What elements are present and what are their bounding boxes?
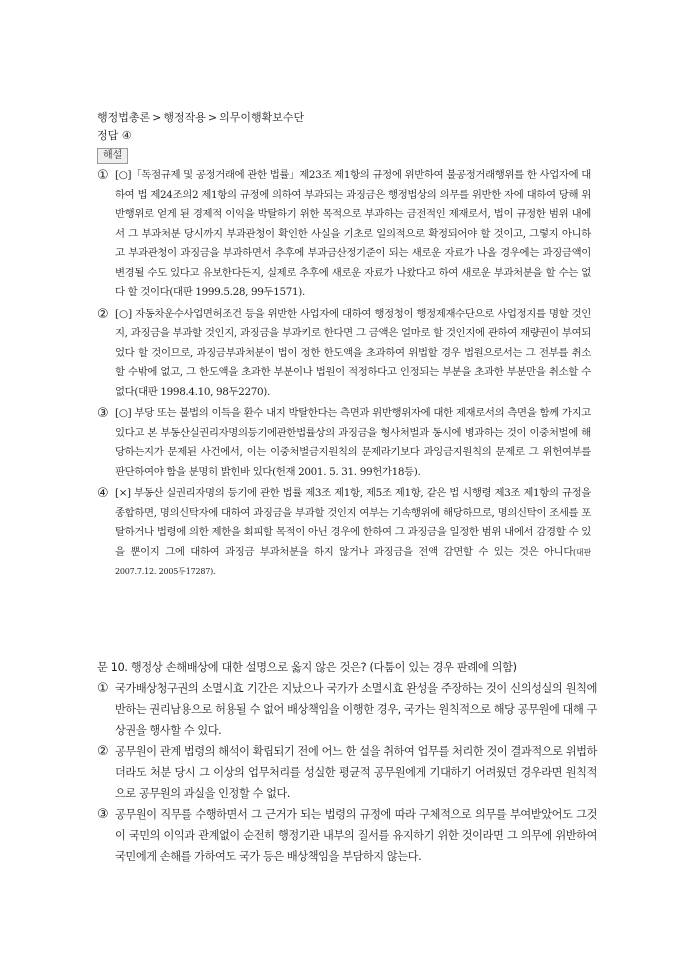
answer-label: 정답 ④: [97, 129, 132, 142]
option-text: 공무원이 직무를 수행하면서 그 근거가 되는 법령의 규정에 따라 구체적으로 의무를 부여받았어도 그것이 국민의 이익과 관계없이 순전히 행정기관 내부의 질서를 유지하기 위한 것이라면 그 의무에 위반하여 국민에게 손해를 가하여도 국가 등은 배상책임을 부담하지 않는다.: [115, 808, 597, 863]
option-text: 국가배상청구권의 소멸시효 기간은 지났으나 국가가 소멸시효 완성을 주장하는 것이 신의성실의 원칙에 반하는 권리남용으로 허용될 수 없어 배상책임을 이행한 경우, 국가는 원칙적으로 해당 공무원에 대해 구상권을 행사할 수 있다.: [115, 682, 597, 737]
breadcrumb: [97, 111, 597, 125]
item-number: ①: [97, 168, 109, 183]
breadcrumb-item[interactable]: 행정작용: [163, 111, 206, 124]
option-text: 공무원이 관계 법령의 해석이 확립되기 전에 어느 한 설을 취하여 업무를 처리한 것이 결과적으로 위법하더라도 처분 당시 그 이상의 업무처리를 성실한 평균적 공무원에게 기대하기 어려웠던 경우라면 원칙적으로 공무원의 과실을 인정할 수 없다.: [115, 745, 597, 800]
item-number: ④: [97, 486, 109, 501]
breadcrumb-item[interactable]: 행정법총론: [97, 111, 151, 124]
item-body: [○] 부당 또는 불법의 이득을 환수 내지 박탈한다는 측면과 위반행위자에 대한 제재로서의 측면을 함께 가지고 있다고 본 부동산실권리자명의등기에관한법률상의 과징금을 형사처벌과 동시에 병과하는 것이 이중처벌에 해당하는지가 문제된 사건에서, 이는 이중처벌금지원칙의 문제라기보다 과잉금지원칙의 문제로 그 위헌여부를 판단하여야 함을 분명히 밝힌바 있다(헌재 2001. 5. 31. 99헌가18등).: [115, 407, 591, 478]
explanation-list: [97, 166, 591, 584]
option-number: ③: [97, 807, 109, 822]
question-option: [97, 804, 597, 867]
breadcrumb-separator: >: [152, 111, 162, 124]
explanation-item: [97, 484, 591, 582]
option-number: ②: [97, 744, 109, 759]
item-text: [115, 404, 591, 482]
explanation-item: [97, 166, 591, 303]
option-number: ①: [97, 681, 109, 696]
question-option: [97, 678, 597, 741]
question-option: [97, 741, 597, 804]
question-title: 문 10. 행정상 손해배상에 대한 설명으로 옳지 않은 것은? (다툼이 있는 경우 판례에 의함): [97, 661, 517, 674]
breadcrumb-item[interactable]: 의무이행확보수단: [219, 111, 305, 124]
breadcrumb-separator: >: [207, 111, 218, 124]
explanation-item: [97, 404, 591, 482]
explanation-item: [97, 305, 591, 403]
item-body: [○]「독점규제 및 공정거래에 관한 법률」제23조 제1항의 규정에 위반하여 불공정거래행위를 한 사업자에 대하여 법 제24조의2 제1항의 규정에 의하여 부과되는 과징금은 행정법상의 의무를 위반한 자에 대하여 당해 위반행위로 얻게 된 경제적 이익을 박탈하기 위한 목적으로 부과하는 금전적인 제재로서, 법이 규정한 범위 내에서 그 부과처분 당시까지 부과관청이 확인한 사실을 기초로 일의적으로 확정되어야 할 것이고, 그렇지 아니하고 부과관청이 과징금을 부과하면서 추후에 부과금산정기준이 되는 새로운 자료가 나올 경우에는 과징금액이 변경될 수도 있다고 유보한다든지, 실제로 추후에 새로운 자료가 나왔다고 하여 새로운 부과처분을 할 수는 없다 할 것이다(대판 1999.5.28, 99두1571).: [115, 169, 591, 298]
item-number: ③: [97, 406, 109, 421]
item-text: [115, 484, 591, 582]
item-text: [115, 305, 591, 403]
item-number: ②: [97, 306, 109, 322]
question-block: [97, 658, 597, 867]
case-citation: (대판 2007.7.12. 2005두17287).: [115, 547, 591, 576]
explanation-button[interactable]: 해설: [97, 148, 128, 164]
item-body: [○] 자동차운수사업면허조건 등을 위반한 사업자에 대하여 행정청이 행정제재수단으로 사업정지를 명할 것인지, 과징금을 부과할 것인지, 과징금을 부과키로 한다면 그 금액은 얼마로 할 것인지에 관하여 재량권이 부여되었다 할 것이므로, 과징금부과처분이 법이 정한 한도액을 초과하여 위법할 경우 법원으로서는 그 전부를 취소할 수밖에 없고, 그 한도액을 초과한 부분이나 법원이 적정하다고 인정되는 부분을 초과한 부분만을 취소할 수 없다(대판 1998.4.10, 98두2270).: [115, 307, 591, 398]
item-body: [×] 부동산 실권리자명의 등기에 관한 법률 제3조 제1항, 제5조 제1항, 같은 법 시행령 제3조 제1항의 규정을 종합하면, 명의신탁자에 대하여 과징금을 부과할 것인지 여부는 기속행위에 해당하므로, 명의신탁이 조세를 포탈하거나 법령에 의한 제한을 회피할 목적이 아닌 경우에 한하여 그 과징금을 일정한 범위 내에서 감경할 수 있을 뿐이지 그에 대하여 과징금 부과처분을 하지 않거나 과징금을 전액 감면할 수 있는 것은 아니다: [115, 487, 591, 558]
item-text: [115, 166, 591, 303]
